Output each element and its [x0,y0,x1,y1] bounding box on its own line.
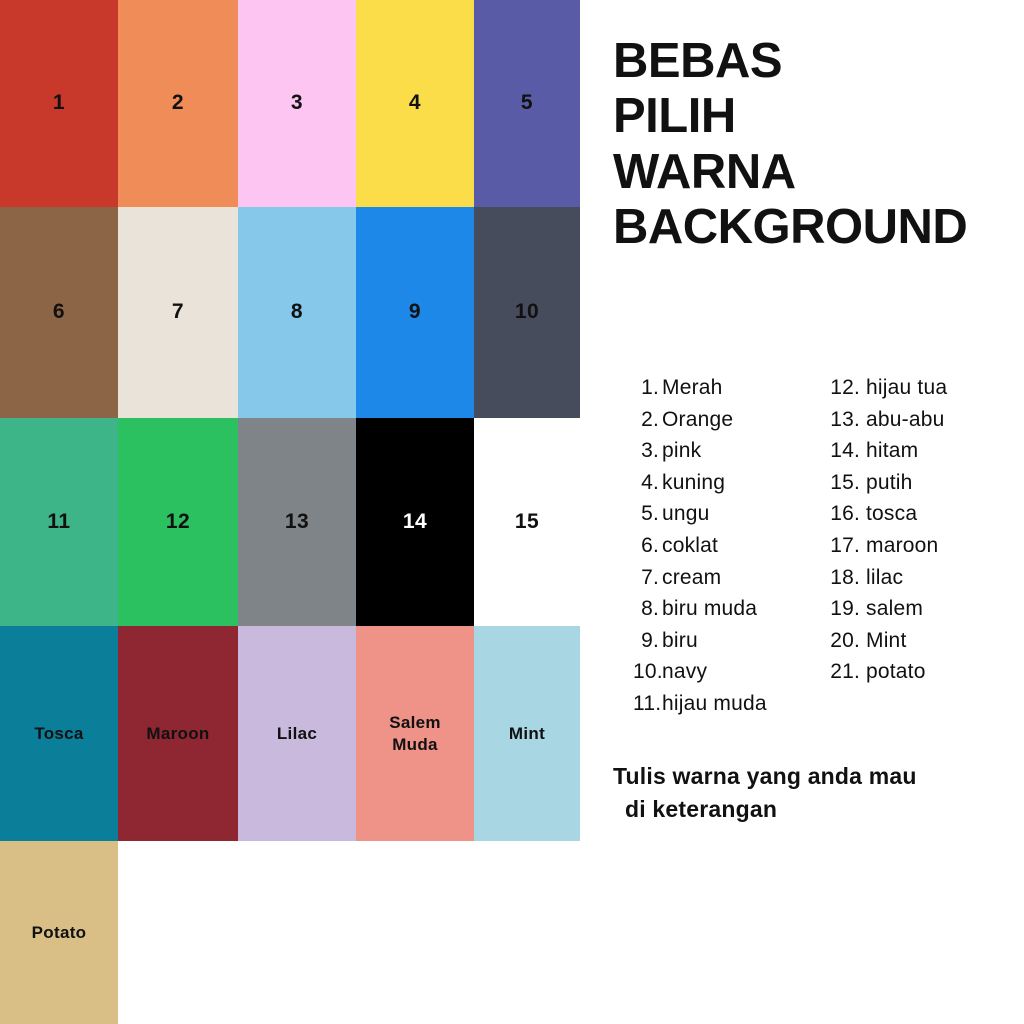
color-swatch-5[interactable] [474,0,580,207]
swatch-label: Salem Muda [389,713,441,754]
instruction-note [613,760,1023,827]
legend-item-name: biru muda [662,597,758,621]
legend-item-index: 10. [633,660,663,684]
color-swatch-15[interactable] [474,418,580,626]
legend-item-name: Merah [662,376,723,399]
legend-item [633,625,833,657]
color-swatch-4[interactable] [356,0,474,207]
swatch-label: 3 [290,91,304,115]
color-swatch-14[interactable] [356,418,474,626]
swatch-label: 12 [165,509,191,533]
color-swatch-12[interactable] [118,418,238,626]
swatch-label: 9 [408,300,422,324]
legend-item-name: Mint [866,628,907,652]
legend-item-index: 15. [830,470,860,494]
headline-line-2: PILIH [613,89,736,144]
swatch-label: 8 [290,300,304,324]
legend-item [633,593,833,625]
color-swatch-2[interactable] [118,0,238,207]
swatch-label: Tosca [34,723,84,743]
legend-item-index: 13. [830,407,860,431]
legend-item-index: 18. [830,565,860,589]
legend-item-name: tosca [866,502,918,526]
legend-item-index: 20. [830,628,860,652]
page-title [613,34,1023,255]
legend-item-name: maroon [866,533,939,557]
swatch-label: 1 [52,91,66,115]
instruction-line-2: di keterangan [625,796,778,823]
headline-line-4: BACKGROUND [613,200,968,255]
color-swatch-13[interactable] [238,418,356,626]
legend-item [633,372,833,404]
swatch-label: 14 [402,509,428,533]
legend-item-name: putih [866,470,913,494]
color-swatch-1[interactable] [0,0,118,207]
swatch-label: 6 [52,300,66,324]
color-swatch-6[interactable] [0,207,118,418]
legend-item [830,562,1024,594]
legend-item-index: 1. [641,376,659,399]
legend-item-name: cream [662,565,722,589]
swatch-label: Mint [508,723,546,743]
instruction-line-1: Tulis warna yang anda mau [613,763,917,789]
legend-item-index: 17. [830,533,860,557]
swatch-label: Lilac [276,723,318,743]
legend-item-name: kuning [662,470,726,494]
swatch-label: 10 [514,300,540,324]
legend-item-name: coklat [662,533,719,557]
swatch-label: Maroon [146,723,210,743]
legend-item-index: 6. [641,533,659,557]
color-swatch-lilac[interactable] [238,626,356,841]
legend-item [633,656,833,688]
legend-item [633,467,833,499]
info-column [605,0,1024,1024]
legend-column-right [830,372,1024,688]
legend-item [830,656,1024,688]
legend-item-index: 21. [830,660,860,684]
legend-item-index: 16. [830,502,860,526]
legend-item-index: 2. [641,407,659,431]
color-swatch-11[interactable] [0,418,118,626]
legend-item-index: 8. [641,597,659,621]
headline-line-3: WARNA [613,144,796,199]
legend-item [633,530,833,562]
swatch-label: 13 [284,509,310,533]
legend-item-index: 3. [641,439,659,463]
legend-item-name: pink [662,439,702,463]
legend-item-name: lilac [866,565,904,589]
headline-line-1: BEBAS [613,34,783,88]
color-swatch-9[interactable] [356,207,474,418]
legend-item-index: 19. [830,597,860,621]
swatch-label: 4 [408,91,422,115]
legend-item-name: hijau muda [662,691,767,715]
swatch-label: 7 [171,300,185,324]
swatch-label: Potato [31,922,87,942]
swatch-label: 5 [520,91,534,115]
legend-item [633,688,833,720]
legend-item-name: Orange [662,407,734,431]
legend-item-name: salem [866,597,924,621]
legend-item [830,498,1024,530]
legend-item-index: 14. [830,439,860,463]
legend-item [830,467,1024,499]
color-swatch-10[interactable] [474,207,580,418]
color-swatch-salem-muda[interactable] [356,626,474,841]
legend-item-name: hitam [866,439,919,463]
legend-item [830,404,1024,436]
legend-item [633,562,833,594]
legend-item-name: ungu [662,502,710,526]
legend-item [830,593,1024,625]
swatch-label: 11 [47,509,71,533]
color-swatch-3[interactable] [238,0,356,207]
color-swatch-8[interactable] [238,207,356,418]
legend-item [830,435,1024,467]
legend-column-left [633,372,833,720]
legend-item [830,372,1024,404]
legend-item-name: navy [662,660,708,684]
legend-item-name: potato [866,660,926,684]
legend-item-index: 4. [641,470,659,494]
legend-item-index: 11. [633,691,662,715]
color-swatch-potato[interactable] [0,841,118,1024]
legend-item [830,530,1024,562]
legend-item-name: hijau tua [866,376,948,399]
swatch-label: 2 [171,91,185,115]
legend-item [633,435,833,467]
color-swatch-tosca[interactable] [0,626,118,841]
legend-item [633,404,833,436]
legend-item-index: 12. [830,376,860,399]
legend-item-index: 9. [641,628,659,652]
color-swatch-7[interactable] [118,207,238,418]
color-swatch-mint[interactable] [474,626,580,841]
color-swatch-maroon[interactable] [118,626,238,841]
legend-item-name: biru [662,628,698,652]
legend-item [633,498,833,530]
legend-item-index: 5. [641,502,659,526]
legend-item-name: abu-abu [866,407,945,431]
legend-item [830,625,1024,657]
legend-item-index: 7. [641,565,659,589]
swatch-label: 15 [514,509,540,533]
